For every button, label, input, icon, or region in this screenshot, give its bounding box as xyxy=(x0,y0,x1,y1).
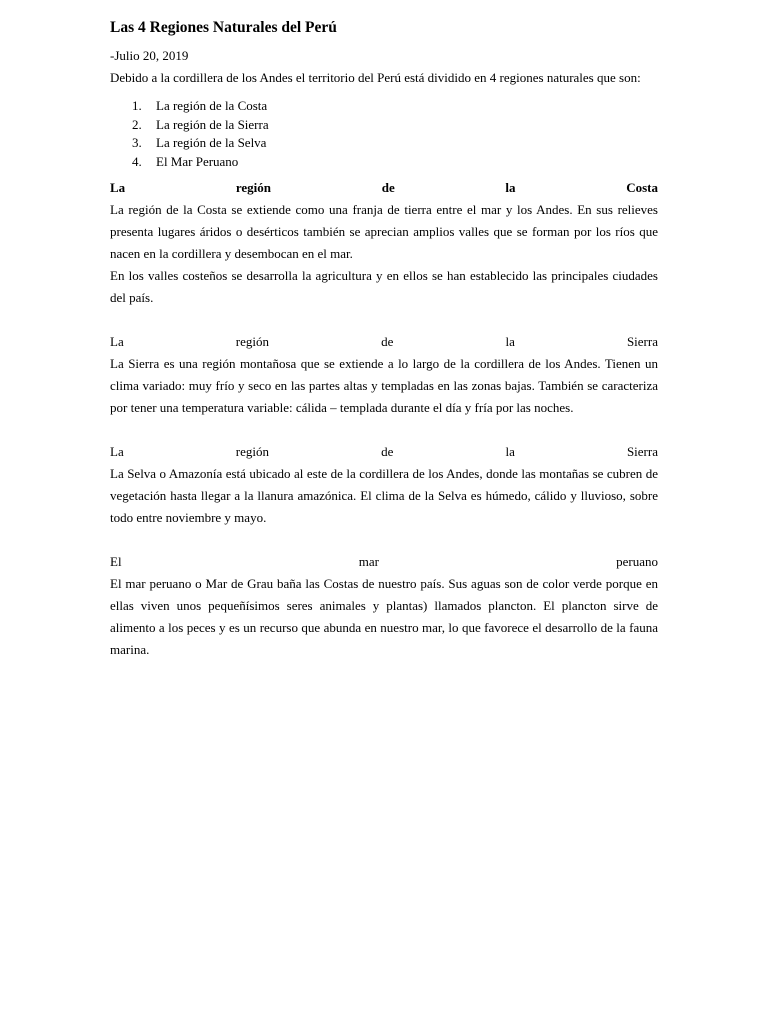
section-paragraph: En los valles costeños se desarrolla la agricultura y en ellos se han establecido las principales ciudades del país. xyxy=(110,268,658,305)
list-item-label: La región de la Sierra xyxy=(156,116,269,132)
spacer xyxy=(110,309,658,331)
section-selva xyxy=(110,441,658,529)
document-page xyxy=(110,18,658,661)
list-number: 2. xyxy=(132,116,142,132)
spacer xyxy=(110,529,658,551)
section-paragraph: La Selva o Amazonía está ubicado al este de la cordillera de los Andes, donde las montañas se cubren de vegetación hasta llegar a la llanura amazónica. El clima de la Selva es húmedo, cálido y lluvioso, sobre todo entre noviembre y mayo. xyxy=(110,466,658,525)
section-costa xyxy=(110,177,658,309)
regions-list xyxy=(110,97,658,171)
list-item xyxy=(110,97,658,116)
post-date: -Julio 20, 2019 xyxy=(110,48,189,63)
section-heading: El mar peruano xyxy=(110,554,658,569)
intro-paragraph: Debido a la cordillera de los Andes el territorio del Perú está dividido en 4 regiones naturales que son: xyxy=(110,70,641,85)
section-mar xyxy=(110,551,658,661)
list-number: 3. xyxy=(132,135,142,150)
list-item xyxy=(110,134,658,153)
section-sierra xyxy=(110,331,658,419)
section-paragraph: La región de la Costa se extiende como una franja de tierra entre el mar y los Andes. En sus relieves presenta lugares áridos o desérticos también se aprecian amplios valles que se forman por los ríos que nacen en la cordillera y desembocan en el mar. xyxy=(110,202,658,261)
list-number: 4. xyxy=(132,153,142,169)
section-paragraph: La Sierra es una región montañosa que se extiende a lo largo de la cordillera de los Andes. Tienen un clima variado: muy frío y seco en las partes altas y templadas en las zonas bajas. También se caracteriza por tener una temperatura variable: cálida – templada durante el día y fría por las noches. xyxy=(110,356,658,415)
list-item xyxy=(110,153,658,172)
section-heading: La región de la Sierra xyxy=(110,334,658,349)
list-item-label: La región de la Selva xyxy=(156,135,267,150)
list-item-label: El Mar Peruano xyxy=(156,153,239,169)
section-heading: La región de la Sierra xyxy=(110,444,658,459)
section-paragraph: El mar peruano o Mar de Grau baña las Costas de nuestro país. Sus aguas son de color verde porque en ellas viven unos pequeñísimos seres animales y plantas) llamados plancton. El plancton sirve de alimento a los peces y es un recurso que abunda en nuestro mar, lo que favorece el desarrollo de la fauna marina. xyxy=(110,576,658,657)
list-item xyxy=(110,116,658,135)
list-number: 1. xyxy=(132,98,142,113)
list-item-label: La región de la Costa xyxy=(156,98,268,113)
page-title: Las 4 Regiones Naturales del Perú xyxy=(110,19,337,36)
spacer xyxy=(110,419,658,441)
section-heading: La región de la Costa xyxy=(110,180,658,195)
